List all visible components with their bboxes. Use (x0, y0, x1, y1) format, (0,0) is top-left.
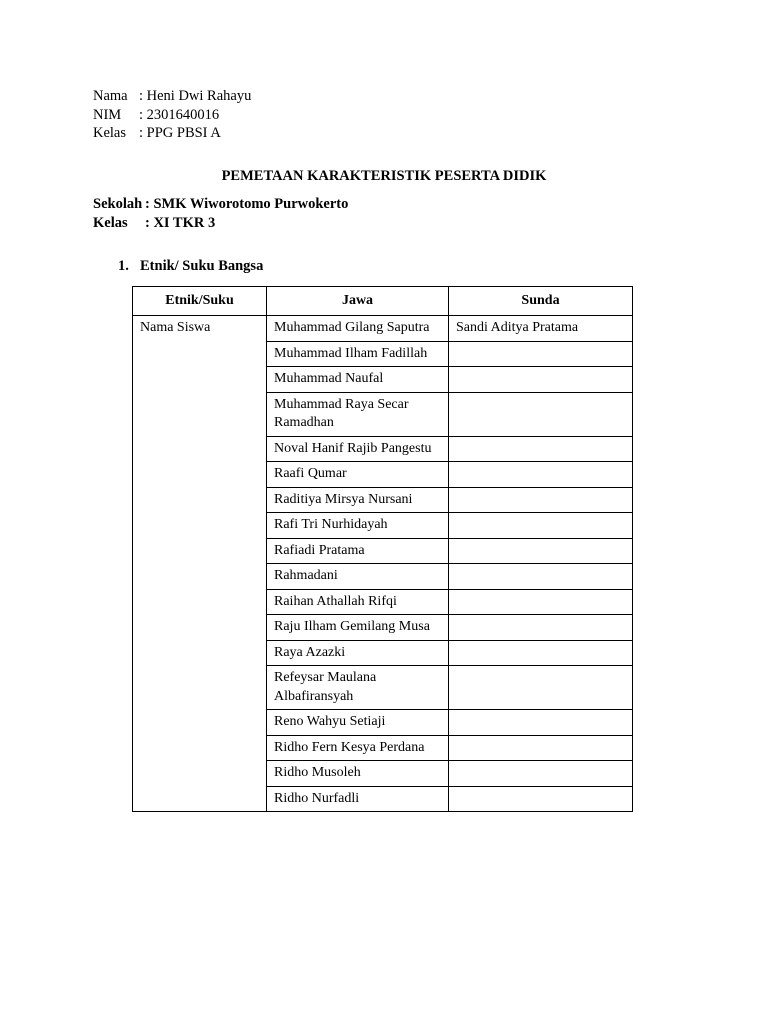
identity-value: : 2301640016 (139, 106, 220, 123)
school-label: Sekolah (93, 196, 143, 212)
school-label: Kelas (93, 215, 128, 231)
identity-value: : PPG PBSI A (139, 125, 221, 141)
cell-sunda (449, 462, 633, 488)
cell-jawa: Muhammad Gilang Saputra (267, 316, 449, 342)
identity-nama (93, 87, 251, 106)
row-label-nama-siswa: Nama Siswa (133, 316, 267, 812)
section-number: 1. (118, 258, 129, 274)
cell-jawa: Ridho Musoleh (267, 761, 449, 787)
cell-sunda (449, 436, 633, 462)
cell-jawa: Ridho Fern Kesya Perdana (267, 735, 449, 761)
school-block (93, 195, 348, 233)
cell-sunda (449, 367, 633, 393)
cell-jawa: Raya Azazki (267, 640, 449, 666)
cell-sunda (449, 666, 633, 710)
cell-sunda (449, 513, 633, 539)
school-kelas (93, 214, 348, 233)
school-sekolah (93, 195, 348, 214)
cell-jawa: Raju Ilham Gemilang Musa (267, 615, 449, 641)
cell-sunda: Sandi Aditya Pratama (449, 316, 633, 342)
header-sunda: Sunda (449, 287, 633, 316)
cell-jawa: Muhammad Naufal (267, 367, 449, 393)
cell-jawa: Raditiya Mirsya Nursani (267, 487, 449, 513)
identity-nim (93, 106, 251, 125)
cell-jawa: Noval Hanif Rajib Pangestu (267, 436, 449, 462)
cell-jawa: Ridho Nurfadli (267, 786, 449, 812)
page-title: PEMETAAN KARAKTERISTIK PESERTA DIDIK (221, 168, 547, 184)
cell-sunda (449, 538, 633, 564)
cell-sunda (449, 786, 633, 812)
cell-sunda (449, 392, 633, 436)
identity-label: Nama (93, 88, 128, 104)
cell-jawa: Raihan Athallah Rifqi (267, 589, 449, 615)
table-body (133, 316, 633, 812)
cell-sunda (449, 735, 633, 761)
table-row (133, 316, 633, 342)
cell-jawa: Muhammad Raya Secar Ramadhan (267, 392, 449, 436)
cell-sunda (449, 564, 633, 590)
cell-jawa: Refeysar Maulana Albafiransyah (267, 666, 449, 710)
cell-jawa: Reno Wahyu Setiaji (267, 710, 449, 736)
school-value: : XI TKR 3 (145, 215, 216, 231)
cell-jawa: Rafi Tri Nurhidayah (267, 513, 449, 539)
header-etnik: Etnik/Suku (133, 287, 267, 316)
cell-sunda (449, 761, 633, 787)
cell-jawa: Raafi Qumar (267, 462, 449, 488)
section-title: Etnik/ Suku Bangsa (140, 258, 264, 274)
ethnic-table (132, 286, 633, 812)
cell-jawa: Rahmadani (267, 564, 449, 590)
identity-value: : Heni Dwi Rahayu (139, 88, 252, 104)
cell-jawa: Rafiadi Pratama (267, 538, 449, 564)
section-heading (118, 258, 263, 275)
identity-label: Kelas (93, 125, 127, 141)
identity-label: NIM (93, 106, 122, 123)
cell-jawa: Muhammad Ilham Fadillah (267, 341, 449, 367)
cell-sunda (449, 341, 633, 367)
table-header-row (133, 287, 633, 316)
cell-sunda (449, 615, 633, 641)
cell-sunda (449, 710, 633, 736)
cell-sunda (449, 640, 633, 666)
identity-kelas (93, 124, 251, 143)
identity-block (93, 87, 251, 143)
school-value: : SMK Wiworotomo Purwokerto (145, 196, 349, 212)
cell-sunda (449, 589, 633, 615)
cell-sunda (449, 487, 633, 513)
header-jawa: Jawa (267, 287, 449, 316)
